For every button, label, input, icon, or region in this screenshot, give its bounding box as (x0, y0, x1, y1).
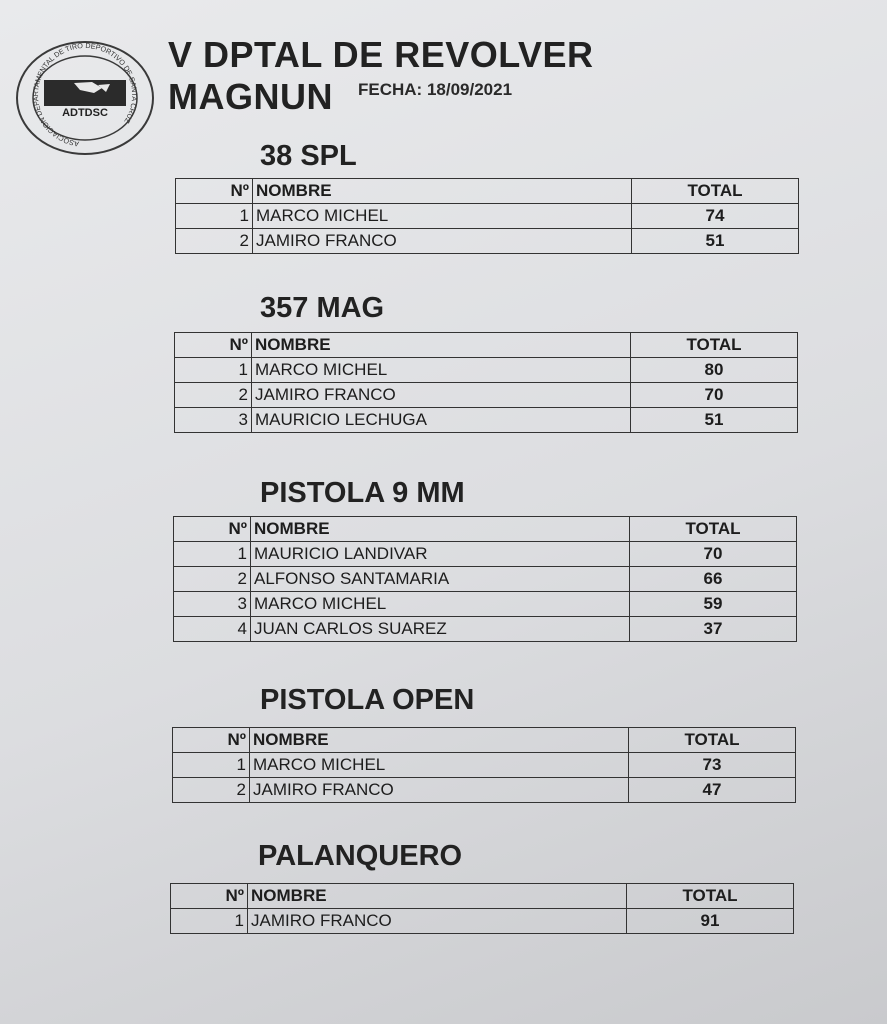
table-row (174, 617, 797, 642)
row-num: 3 (175, 408, 252, 433)
row-name: MARCO MICHEL (253, 204, 632, 229)
table-row (173, 778, 796, 803)
table-row (173, 753, 796, 778)
row-name: JAMIRO FRANCO (252, 383, 631, 408)
row-total: 37 (630, 617, 797, 642)
row-num: 1 (171, 909, 248, 934)
row-name: MARCO MICHEL (251, 592, 630, 617)
row-total: 47 (629, 778, 796, 803)
header-name: NOMBRE (248, 884, 627, 909)
section-title-palanquero: PALANQUERO (258, 840, 463, 872)
row-num: 1 (176, 204, 253, 229)
row-num: 2 (174, 567, 251, 592)
section-title-357-mag: 357 MAG (260, 292, 385, 324)
section-title-pistola-9mm: PISTOLA 9 MM (260, 477, 465, 509)
section-title-38-spl: 38 SPL (260, 140, 357, 172)
results-table-pistola-open (172, 727, 796, 803)
row-total: 51 (632, 229, 799, 254)
row-num: 2 (173, 778, 250, 803)
row-total: 70 (631, 383, 798, 408)
header-num: Nº (175, 333, 252, 358)
document-title: V DPTAL DE REVOLVER MAGNUN (168, 34, 594, 117)
seal-acronym: ADTDSC (62, 107, 108, 119)
header-num: Nº (176, 179, 253, 204)
row-name: JAMIRO FRANCO (250, 778, 629, 803)
row-total: 59 (630, 592, 797, 617)
table-header-row (176, 179, 799, 204)
header-name: NOMBRE (253, 179, 632, 204)
row-name: JUAN CARLOS SUAREZ (251, 617, 630, 642)
row-num: 1 (174, 542, 251, 567)
table-header-row (174, 517, 797, 542)
row-name: MAURICIO LECHUGA (252, 408, 631, 433)
header-name: NOMBRE (251, 517, 630, 542)
association-seal (14, 38, 156, 158)
section-title-pistola-open: PISTOLA OPEN (260, 684, 475, 716)
row-total: 80 (631, 358, 798, 383)
table-row (174, 592, 797, 617)
header-num: Nº (174, 517, 251, 542)
table-header-row (173, 728, 796, 753)
row-name: MAURICIO LANDIVAR (251, 542, 630, 567)
table-row (175, 408, 798, 433)
table-row (171, 909, 794, 934)
row-total: 66 (630, 567, 797, 592)
row-name: MARCO MICHEL (250, 753, 629, 778)
header-total: TOTAL (627, 884, 794, 909)
row-total: 51 (631, 408, 798, 433)
row-name: MARCO MICHEL (252, 358, 631, 383)
header-total: TOTAL (631, 333, 798, 358)
row-num: 2 (175, 383, 252, 408)
row-total: 73 (629, 753, 796, 778)
results-table-357-mag (174, 332, 798, 433)
table-row (174, 567, 797, 592)
row-num: 4 (174, 617, 251, 642)
results-table-38-spl (175, 178, 799, 254)
table-row (176, 204, 799, 229)
header-name: NOMBRE (250, 728, 629, 753)
header-num: Nº (171, 884, 248, 909)
row-total: 91 (627, 909, 794, 934)
header-num: Nº (173, 728, 250, 753)
header-total: TOTAL (630, 517, 797, 542)
header-total: TOTAL (632, 179, 799, 204)
table-row (175, 383, 798, 408)
row-num: 2 (176, 229, 253, 254)
row-num: 1 (175, 358, 252, 383)
event-date: FECHA: 18/09/2021 (358, 80, 513, 99)
table-row (176, 229, 799, 254)
table-row (175, 358, 798, 383)
row-name: JAMIRO FRANCO (253, 229, 632, 254)
header-name: NOMBRE (252, 333, 631, 358)
seal-ring-text: ASOCIACION DEPARTAMENTAL DE TIRO DEPORTIVO DE SANTA CRUZ (31, 40, 140, 149)
table-header-row (171, 884, 794, 909)
row-name: JAMIRO FRANCO (248, 909, 627, 934)
table-header-row (175, 333, 798, 358)
row-total: 74 (632, 204, 799, 229)
results-table-palanquero (170, 883, 794, 934)
row-total: 70 (630, 542, 797, 567)
results-table-pistola-9mm (173, 516, 797, 642)
row-num: 3 (174, 592, 251, 617)
table-row (174, 542, 797, 567)
row-num: 1 (173, 753, 250, 778)
header-total: TOTAL (629, 728, 796, 753)
row-name: ALFONSO SANTAMARIA (251, 567, 630, 592)
